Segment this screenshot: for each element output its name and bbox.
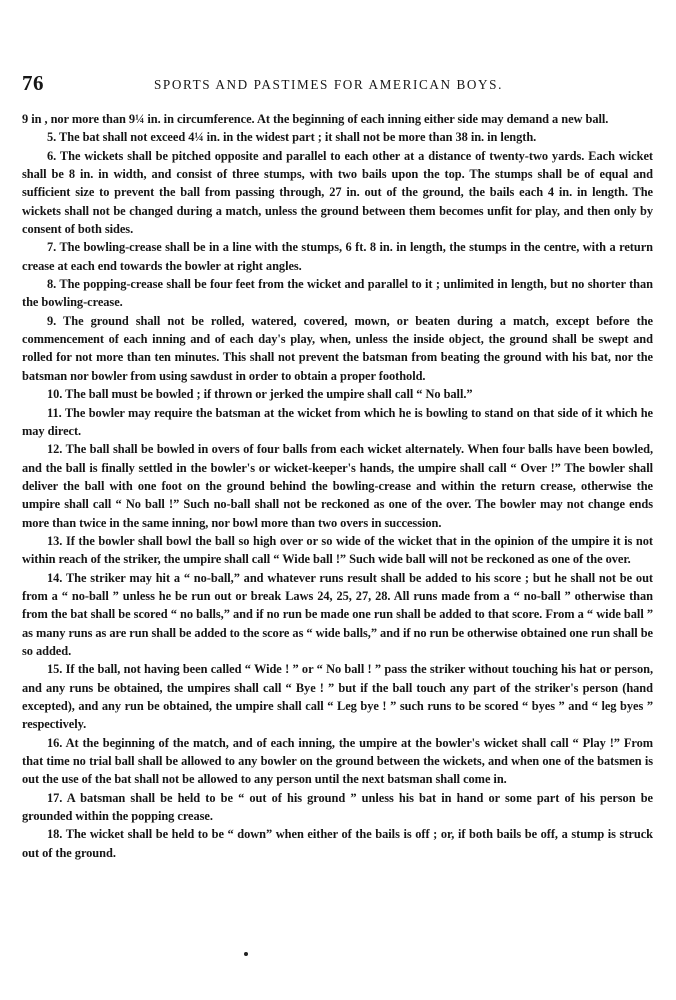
footer-mark bbox=[244, 952, 248, 956]
body-text bbox=[22, 110, 653, 862]
rule-9: 9. The ground shall not be rolled, watered, covered, mown, or beaten during a match, except before the commencement of each inning and of each day's play, when, unless the inside object, the ground shall be swept and rolled for not more than ten minutes. This shall not prevent the batsman from beating the ground with his bat, nor the batsman nor bowler from using sawdust in order to obtain a proper foothold. bbox=[22, 313, 653, 383]
rule-14: 14. The striker may hit a “ no-ball,” and whatever runs result shall be added to his score ; but he shall not be out from a “ no-ball ” unless he be run out or break Laws 24, 25, 27, 28. All runs made from a “ no-ball ” otherwise than from the bat shall be scored “ no balls,” and if no run be made one run shall be added to that score. From a “ wide ball ” as many runs as are run shall be added to the score as “ wide balls,” and if no run be otherwise obtained one run shall be so added. bbox=[22, 570, 653, 658]
running-title: SPORTS AND PASTIMES FOR AMERICAN BOYS. bbox=[154, 77, 503, 92]
page-number: 76 bbox=[22, 71, 44, 95]
rule-5: 5. The bat shall not exceed 4¼ in. in the widest part ; it shall not be more than 38 in. in length. bbox=[47, 130, 537, 145]
rule-15: 15. If the ball, not having been called “ Wide ! ” or “ No ball ! ” pass the striker without touching his hat or person, and any runs be obtained, the umpires shall call “ Bye ! ” but if the ball touch any part of the striker's person (hand excepted), and any run be obtained, the umpire shall call “ Leg bye ! ” such runs to be scored “ byes ” and “ leg byes ” respectively. bbox=[22, 662, 653, 732]
rule-10: 10. The ball must be bowled ; if thrown or jerked the umpire shall call “ No ball.” bbox=[47, 387, 473, 402]
rule-8: 8. The popping-crease shall be four feet from the wicket and parallel to it ; unlimited in length, but no shorter than the bowling-crease. bbox=[22, 277, 653, 310]
page-header bbox=[22, 71, 642, 95]
rule-18: 18. The wicket shall be held to be “ down” when either of the bails is off ; or, if both bails be off, a stump is struck out of the ground. bbox=[22, 827, 653, 860]
rule-11: 11. The bowler may require the batsman at the wicket from which he is bowling to stand on that side of it which he may direct. bbox=[22, 405, 653, 438]
rule-7: 7. The bowling-crease shall be in a line with the stumps, 6 ft. 8 in. in length, the stumps in the centre, with a return crease at each end towards the bowler at right angles. bbox=[22, 240, 653, 273]
rule-12: 12. The ball shall be bowled in overs of four balls from each wicket alternately. When four balls have been bowled, and the ball is finally settled in the bowler's or wicket-keeper's hands, the umpire shall call “ Over !” The bowler shall deliver the ball with one foot on the ground behind the bowling-crease and within the return crease, otherwise the umpire shall call “ No ball !” Such no-ball shall not be reckoned as one of the over. The bowler may not change ends more than twice in the same inning, nor bowl more than two overs in succession. bbox=[22, 442, 653, 530]
rule-16: 16. At the beginning of the match, and of each inning, the umpire at the bowler's wicket shall call “ Play !” From that time no trial ball shall be allowed to any bowler on the ground between the wickets, and when one of the batsmen is out the use of the bat shall not be allowed to any person until the next batsman shall come in. bbox=[22, 735, 653, 787]
rule-13: 13. If the bowler shall bowl the ball so high over or so wide of the wicket that in the opinion of the umpire it is not within reach of the striker, the umpire shall call “ Wide ball !” Such wide ball will not be reckoned as one of the over. bbox=[22, 533, 653, 567]
rule-6: 6. The wickets shall be pitched opposite and parallel to each other at a distance of twenty-two yards. Each wicket shall be 8 in. in width, and consist of three stumps, with two bails upon the top. The stumps shall be of equal and sufficient size to prevent the ball from passing through, 27 in. out of the ground, the bails each 4 in. in length. The wickets shall not be changed during a match, unless the ground between them becomes unfit for play, and then only by consent of both sides. bbox=[22, 148, 653, 237]
paragraph-continuation: 9 in , nor more than 9¼ in. in circumference. At the beginning of each inning either side may demand a new ball. bbox=[22, 112, 609, 126]
rule-17: 17. A batsman shall be held to be “ out of his ground ” unless his bat in hand or some part of his person be grounded within the popping crease. bbox=[22, 790, 653, 824]
